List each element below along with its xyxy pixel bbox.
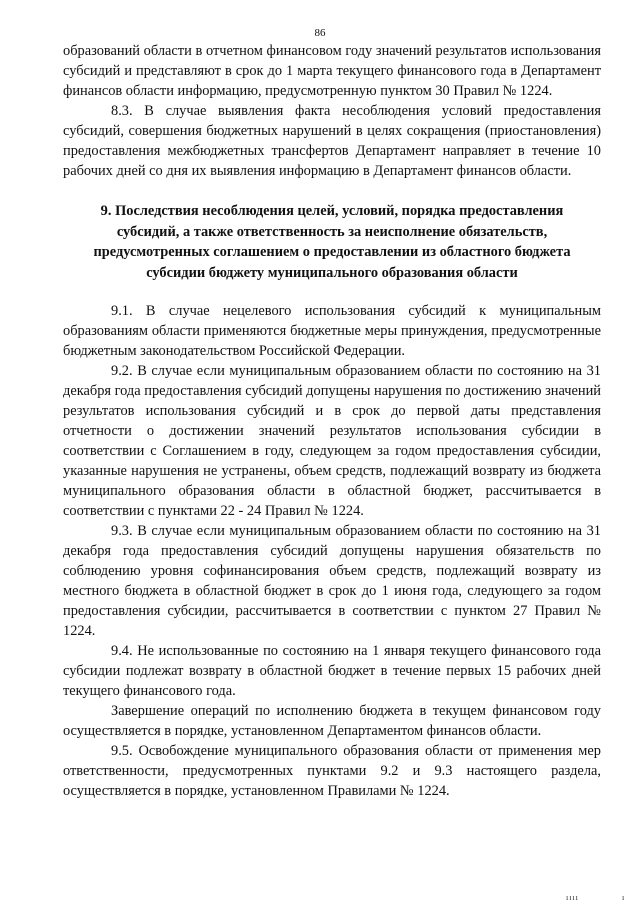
paragraph-9-5: 9.5. Освобождение муниципального образования области от применения мер ответственности, предусмотренных пунктами 9.2 и 9.3 настоящего раздела, осуществляется в порядке, установленном Правилами № 1224. — [63, 743, 601, 799]
document-body — [63, 41, 601, 801]
paragraph-9-4: 9.4. Не использованные по состоянию на 1 января текущего финансового года субсидии подлежат возврату в областной бюджет в течение первых 15 рабочих дней текущего финансового года. — [63, 643, 601, 699]
paragraph-budget-completion: Завершение операций по исполнению бюджета в текущем финансовом году осуществляется в порядке, установленном Департаментом финансов области. — [63, 703, 601, 739]
paragraph-8-3: 8.3. В случае выявления факта несоблюдения условий предоставления субсидий, совершения бюджетных нарушений в целях сокращения (приостановления) предоставления межбюджетных трансфертов Департамент направляет в течение 10 рабочих дней со дня их выявления информацию в Департамент финансов области. — [63, 103, 601, 179]
paragraph-9-3: 9.3. В случае если муниципальным образованием области по состоянию на 31 декабря года предоставления субсидий допущены нарушения обязательств по соблюдению уровня софинансирования объем средств, подлежащий возврату из местного бюджета в областной бюджет в срок до 1 июня года, следующего за годом предоставления субсидии, рассчитывается в соответствии с пунктом 27 Правил № 1224. — [63, 523, 601, 639]
page-number: 86 — [314, 27, 326, 39]
paragraph-continuation: образований области в отчетном финансовом году значений результатов использования субсидий и представляют в срок до 1 марта текущего финансового года в Департамент финансов области информацию, предусмотренную пунктом 30 Правил № 1224. — [63, 43, 601, 99]
scan-mark-right: ı — [622, 893, 625, 902]
paragraph-9-1: 9.1. В случае нецелевого использования субсидий к муниципальным образованиям области применяются бюджетные меры принуждения, предусмотренные бюджетным законодательством Российской Федерации. — [63, 303, 601, 359]
paragraph-9-2: 9.2. В случае если муниципальным образованием области по состоянию на 31 декабря года предоставления субсидий допущены нарушения по достижению значений результатов использования субсидий и в срок до первой даты представления отчетности о достижении значений результатов использования субсидии в соответствии с Соглашением в году, следующем за годом предоставления субсидии, указанные нарушения не устранены, объем средств, подлежащий возврату из бюджета муниципального образования области в областной бюджет, рассчитывается в соответствии с пунктами 22 - 24 Правил № 1224. — [63, 363, 601, 519]
section-heading: 9. Последствия несоблюдения целей, условий, порядка предоставления субсидий, а также ответственность за неисполнение обязательств, предусмотренных соглашением о предоставлении из областного бюджета субсидии бюджету муниципального образования области — [93, 203, 571, 281]
scan-mark-left: ıııı — [566, 893, 579, 902]
